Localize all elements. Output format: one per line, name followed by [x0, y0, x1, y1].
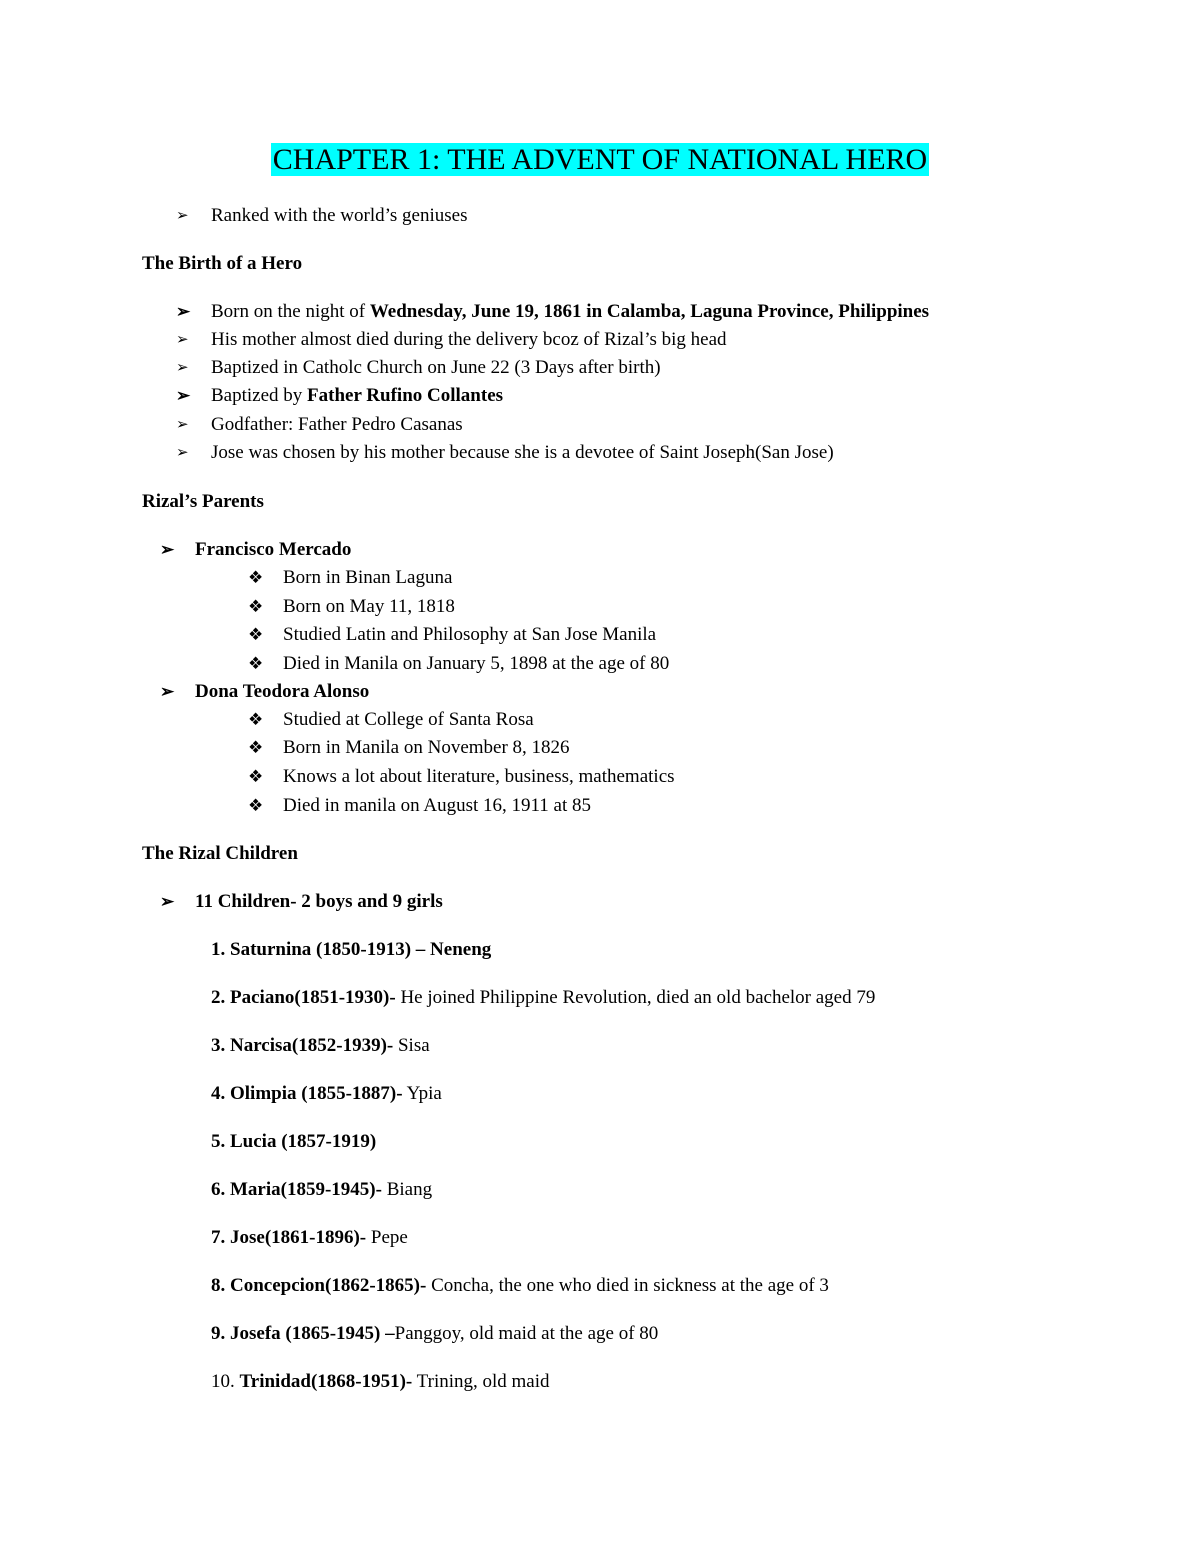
- parents-heading: Rizal’s Parents: [142, 491, 264, 512]
- mother-name: Dona Teodora Alonso: [195, 681, 370, 702]
- child-name: Maria(1859-1945)-: [230, 1179, 382, 1200]
- child-number: 2.: [211, 987, 230, 1008]
- child-item: [211, 1178, 432, 1202]
- birth-bullet-delivery: His mother almost died during the delivery bcoz of Rizal’s big head: [211, 329, 727, 350]
- child-desc: Concha, the one who died in sickness at the age of 3: [426, 1275, 829, 1296]
- child-item: [211, 1226, 408, 1250]
- diamond-bullet-icon: ❖: [248, 767, 264, 786]
- diamond-bullet-icon: ❖: [248, 597, 264, 616]
- intro-text: Ranked with the world’s geniuses: [211, 205, 468, 226]
- father-fact: Studied Latin and Philosophy at San Jose Manila: [283, 624, 657, 645]
- diamond-bullet-icon: ❖: [248, 568, 264, 587]
- child-name: Concepcion(1862-1865)-: [230, 1275, 427, 1296]
- child-name: Saturnina (1850-1913) – Neneng: [230, 939, 492, 960]
- arrow-bullet-icon: ➢: [176, 302, 191, 321]
- arrow-bullet-icon: ➢: [176, 417, 189, 433]
- diamond-bullet-icon: ❖: [248, 796, 264, 815]
- arrow-bullet-icon: ➢: [176, 360, 189, 376]
- birth-date-bold: Wednesday, June 19, 1861 in Calamba, Laguna Province, Philippines: [369, 301, 930, 322]
- child-desc: Panggoy, old maid at the age of 80: [394, 1323, 659, 1344]
- father-fact: Born in Binan Laguna: [283, 567, 453, 588]
- child-name: Paciano(1851-1930)-: [230, 987, 396, 1008]
- baptized-by-bold: Father Rufino Collantes: [307, 385, 504, 406]
- birth-bullet-date: [211, 300, 929, 324]
- chapter-title: [0, 141, 1200, 179]
- diamond-bullet-icon: ❖: [248, 738, 264, 757]
- child-desc: Pepe: [366, 1227, 408, 1248]
- child-desc: He joined Philippine Revolution, died an old bachelor aged 79: [395, 987, 876, 1008]
- child-name: Jose(1861-1896)-: [230, 1227, 367, 1248]
- child-name: Josefa (1865-1945) –: [230, 1323, 395, 1344]
- child-item: [211, 1322, 658, 1346]
- mother-fact: Born in Manila on November 8, 1826: [283, 737, 570, 758]
- child-item: [211, 1082, 442, 1106]
- baptized-by-prefix: Baptized by: [211, 385, 308, 406]
- mother-fact: Studied at College of Santa Rosa: [283, 709, 534, 730]
- child-name: Narcisa(1852-1939)-: [230, 1035, 394, 1056]
- children-heading: The Rizal Children: [142, 843, 298, 864]
- birth-bullet-baptized-date: Baptized in Catholc Church on June 22 (3 Days after birth): [211, 357, 661, 378]
- arrow-bullet-icon: ➢: [176, 208, 189, 224]
- child-number: 10.: [211, 1371, 240, 1392]
- child-item: [211, 1370, 550, 1394]
- birth-date-prefix: Born on the night of: [211, 301, 370, 322]
- child-number: 4.: [211, 1083, 230, 1104]
- father-fact: Died in Manila on January 5, 1898 at the age of 80: [283, 653, 670, 674]
- child-number: 9.: [211, 1323, 230, 1344]
- child-number: 6.: [211, 1179, 230, 1200]
- child-number: 7.: [211, 1227, 230, 1248]
- diamond-bullet-icon: ❖: [248, 654, 264, 673]
- child-item: [211, 1034, 430, 1058]
- child-item: [211, 1274, 829, 1298]
- child-desc: Trining, old maid: [412, 1371, 550, 1392]
- arrow-bullet-icon: ➢: [176, 332, 189, 348]
- arrow-bullet-icon: ➢: [176, 386, 191, 405]
- child-desc: Biang: [381, 1179, 433, 1200]
- mother-fact: Knows a lot about literature, business, mathematics: [283, 766, 675, 787]
- father-fact: Born on May 11, 1818: [283, 596, 455, 617]
- child-number: 5.: [211, 1131, 230, 1152]
- birth-bullet-baptized-by: [211, 384, 503, 408]
- diamond-bullet-icon: ❖: [248, 625, 264, 644]
- diamond-bullet-icon: ❖: [248, 710, 264, 729]
- child-item: [211, 1130, 376, 1154]
- arrow-bullet-icon: ➢: [176, 445, 189, 461]
- child-desc: Sisa: [393, 1035, 430, 1056]
- child-number: 3.: [211, 1035, 230, 1056]
- child-number: 1.: [211, 939, 230, 960]
- child-desc: Ypia: [402, 1083, 442, 1104]
- birth-bullet-godfather: Godfather: Father Pedro Casanas: [211, 414, 463, 435]
- arrow-bullet-icon: ➢: [160, 892, 175, 911]
- child-name: Trinidad(1868-1951)-: [239, 1371, 413, 1392]
- mother-fact: Died in manila on August 16, 1911 at 85: [283, 795, 592, 816]
- arrow-bullet-icon: ➢: [160, 682, 175, 701]
- chapter-title-text: CHAPTER 1: THE ADVENT OF NATIONAL HERO: [272, 143, 928, 176]
- child-item: [211, 986, 875, 1010]
- arrow-bullet-icon: ➢: [160, 540, 175, 559]
- birth-bullet-name: Jose was chosen by his mother because she is a devotee of Saint Joseph(San Jose): [211, 442, 834, 463]
- child-name: Olimpia (1855-1887)-: [230, 1083, 403, 1104]
- child-number: 8.: [211, 1275, 230, 1296]
- children-summary: 11 Children- 2 boys and 9 girls: [195, 891, 443, 912]
- birth-heading: The Birth of a Hero: [142, 253, 303, 274]
- child-name: Lucia (1857-1919): [230, 1131, 377, 1152]
- father-name: Francisco Mercado: [195, 539, 352, 560]
- child-item: [211, 938, 491, 962]
